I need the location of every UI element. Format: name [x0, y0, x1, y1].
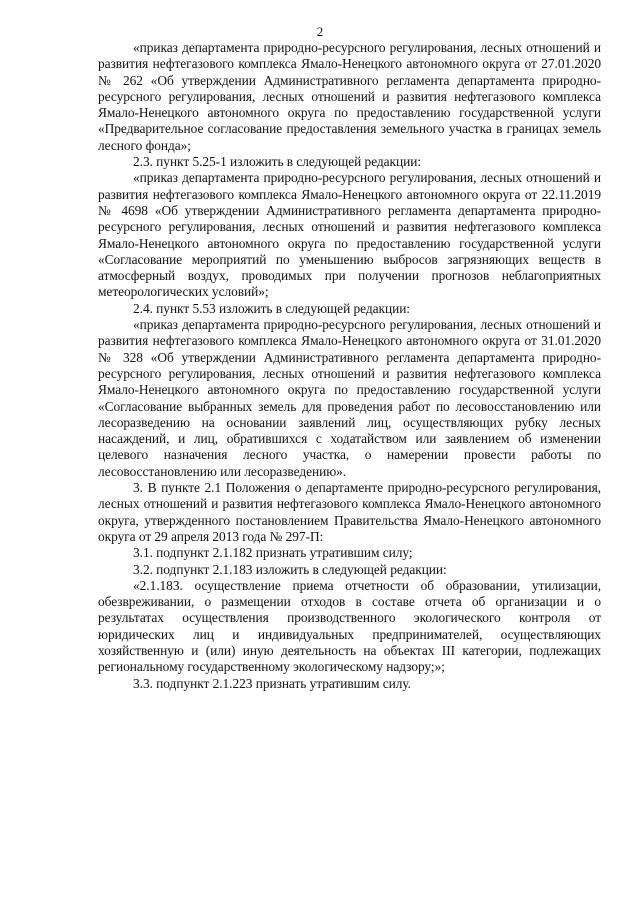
- paragraph-item-3-3: 3.3. подпункт 2.1.223 признать утратившим силу.: [133, 675, 411, 691]
- paragraph-item-2-3: 2.3. пункт 5.25-1 изложить в следующей редакции:: [133, 154, 422, 170]
- paragraph-item-3-2: 3.2. подпункт 2.1.183 изложить в следующей редакции:: [133, 561, 447, 577]
- page-number: 2: [316, 24, 324, 39]
- paragraph-item-3: 3. В пункте 2.1 Положения о департаменте природно-ресурсного регулирования, лесных отношений и развития нефтегазового комплекса Ямало-Ненецкого автономного округа, утвержденного постановлением Правительства Ямало-Ненецкого автономного округа от 29 апреля 2013 года № 297-П:: [98, 480, 601, 544]
- paragraph-order-4698: «приказ департамента природно-ресурсного регулирования, лесных отношений и развития нефтегазового комплекса Ямало-Ненецкого автономного округа от 22.11.2019 № 4698 «Об утверждении Административного регламента департамента природно-ресурсного регулирования, лесных отношений и развития нефтегазового комплекса Ямало-Ненецкого автономного округа по предоставлению государственной услуги «Согласование мероприятий по уменьшению выбросов загрязняющих веществ в атмосферный воздух, проводимых при получении прогнозов неблагоприятных метеорологических условий»;: [98, 170, 601, 300]
- paragraph-order-262: «приказ департамента природно-ресурсного регулирования, лесных отношений и развития нефтегазового комплекса Ямало-Ненецкого автономного округа от 27.01.2020 № 262 «Об утверждении Административного регламента департамента природно-ресурсного регулирования, лесных отношений и развития нефтегазового комплекса Ямало-Ненецкого автономного округа по предоставлению государственной услуги «Предварительное согласование предоставления земельного участка в границах земель лесного фонда»;: [98, 40, 601, 153]
- paragraph-item-3-1: 3.1. подпункт 2.1.182 признать утратившим силу;: [133, 545, 413, 561]
- document-body: [98, 40, 601, 692]
- paragraph-item-2-4: 2.4. пункт 5.53 изложить в следующей редакции:: [133, 300, 410, 316]
- paragraph-order-328: «приказ департамента природно-ресурсного регулирования, лесных отношений и развития нефтегазового комплекса Ямало-Ненецкого автономного округа от 31.01.2020 № 328 «Об утверждении Административного регламента департамента природно-ресурсного регулирования, лесных отношений и развития нефтегазового комплекса Ямало-Ненецкого автономного округа по предоставлению государственной услуги «Согласование выбранных земель для проведения работ по лесовосстановлению или лесоразведению на основании заявлений лиц, осуществляющих рубку лесных насаждений, и лиц, обратившихся с ходатайством или заявлением об изменении целевого назначения лесного участка, о намерении провести работы по лесовосстановлению или лесоразведению».: [98, 317, 601, 479]
- paragraph-subitem-2-1-183: «2.1.183. осуществление приема отчетности об образовании, утилизации, обезвреживании, о размещении отходов в составе отчета об организации и о результатах осуществления производственного экологического контроля от юридических лиц и индивидуальных предпринимателей, осуществляющих хозяйственную и (или) иную деятельность на объектах III категории, подлежащих региональному государственному экологическому надзору;»;: [98, 577, 601, 675]
